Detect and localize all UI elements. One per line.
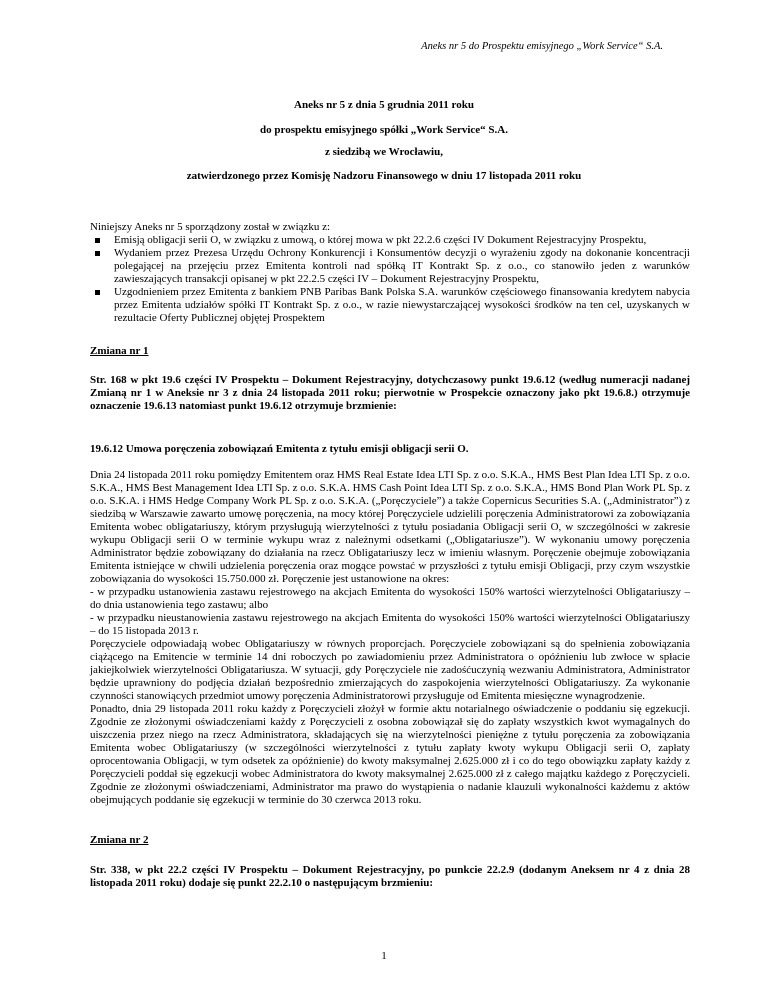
paragraph: Poręczyciele odpowiadają wobec Obligatariuszy w równych proporcjach. Poręczyciele zobowiązani są do spełnienia zobowiązania ciążącego na Emitencie w terminie 14 dni roboczych po zawiadomieniu przez Administratora o opóźnieniu lub zwłoce w spłacie jakiejkolwiek wierzytelności Obligatariusza. W sytuacji, gdy Poręczyciele nie zadośćuczynią wezwaniu Administratora, Administrator będzie uprawniony do podjęcia działań bezpośrednio zmierzających do zaspokojenia wierzytelności Obligatariuszy. Za wykonanie czynności stanowiących przedmiot umowy poręczenia Administratorowi przysługuje od Emitenta miesięczne wynagrodzenie. <box>90 638 690 702</box>
paragraph: Ponadto, dnia 29 listopada 2011 roku każdy z Poręczycieli złożył w formie aktu notarialnego oświadczenie o poddaniu się egzekucji. Zgodnie ze złożonymi oświadczeniami każdy z Poręczycieli z osobna zobowiązał się do zapłaty wszystkich kwot wymagalnych do uiszczenia przez niego na rzecz Administratora, składających się na wierzytelności pieniężne z tytułu poręczenia za zobowiązania Emitenta wobec Obligatariuszy (w szczególności wierzytelności z tytułu zapłaty kwoty wykupu Obligacji serii O, zapłaty oprocentowania Obligacji, w tym odsetek za opóźnienie) do kwoty maksymalnej 2.625.000 zł i co do tego obowiązku zapłaty każdy z Poręczycieli poddał się egzekucji wobec Administratora do kwoty maksymalnej 2.625.000 zł z całego majątku każdego z Poręczycieli. Zgodnie ze złożonymi oświadczeniami, Administrator ma prawo do wystąpienia o nadanie klauzuli wykonalności każdemu z aktów obejmujących poddanie się egzekucji w terminie do 30 czerwca 2013 roku. <box>90 703 690 806</box>
paragraph: Dnia 24 listopada 2011 roku pomiędzy Emitentem oraz HMS Real Estate Idea LTI Sp. z o.o. S.K.A., HMS Best Plan Idea LTI Sp. z o.o. S.K.A., HMS Best Management Idea LTI Sp. z o.o. S.K.A. HMS Cash Point Idea LTI Sp. z o.o. S.K.A., HMS Bond Plan Work PL Sp. z o.o. S.K.A. i HMS Hedge Company Work PL Sp. z o.o. S.K.A. („Poręczyciele”) a także Copernicus Securities S.A. („Administrator”) z siedzibą w Warszawie zawarto umowę poręczenia, na mocy której Poręczyciele udzielili poręczenia Administratorowi za zobowiązania Emitenta wobec obligatariuszy, którym przysługują wierzytelności z tytułu posiadania Obligacji serii O, w szczególności w zakresie wykupu Obligacji serii O w terminie wykupu wraz z należnymi odsetkami („Obligatariusze”). W wykonaniu umowy poręczenia Administrator będzie zobowiązany do działania na rzecz Obligatariuszy lecz w imieniu własnym. Poręczenie obejmuje zobowiązania Emitenta istniejące w chwili udzielenia poręczenia oraz mogące powstać w przyszłości z tytułu emisji Obligacji, przy czym wszystkie zobowiązania do wysokości 15.750.000 zł. Poręczenie jest ustanowione na okres: <box>90 469 690 585</box>
title-line-4: zatwierdzonego przez Komisję Nadzoru Finansowego w dniu 17 listopada 2011 roku <box>186 170 582 182</box>
title-line-1: Aneks nr 5 z dnia 5 grudnia 2011 roku <box>294 99 474 111</box>
change-1-heading: Zmiana nr 1 <box>90 345 149 357</box>
title-line-3: z siedzibą we Wrocławiu, <box>325 146 443 158</box>
list-item: Uzgodnieniem przez Emitenta z bankiem PNB Paribas Bank Polska S.A. warunków częściowego finansowania kredytem nabycia przez Emitenta udziałów spółki IT Kontrakt Sp. z o.o., w razie niewystarczającej wysokości środków na ten cel, uzyskanych w rezultacie Oferty Publicznej objętej Prospektem <box>91 286 690 325</box>
intro-lead: Niniejszy Aneks nr 5 sporządzony został w związku z: <box>90 221 331 233</box>
change-1-body <box>90 469 690 807</box>
running-header: Aneks nr 5 do Prospektu emisyjnego „Work Service“ S.A. <box>421 41 663 52</box>
change-2-intro: Str. 338, w pkt 22.2 części IV Prospektu – Dokument Rejestracyjny, po punkcie 22.2.9 (dodanym Aneksem nr 4 z dnia 28 listopada 2011 roku) dodaje się punkt 22.2.10 o następującym brzmieniu: <box>90 864 690 889</box>
page-number: 1 <box>381 950 387 962</box>
change-2-heading: Zmiana nr 2 <box>90 834 149 846</box>
intro-section <box>90 221 690 325</box>
change-1-subheading: 19.6.12 Umowa poręczenia zobowiązań Emitenta z tytułu emisji obligacji serii O. <box>90 443 469 455</box>
list-item: Wydaniem przez Prezesa Urzędu Ochrony Konkurencji i Konsumentów decyzji o wyrażeniu zgody na dokonanie koncentracji polegającej na przejęciu przez Emitenta kontroli nad spółką IT Kontrakt Sp. z o.o., co stanowiło jeden z warunków zawieszających transakcji opisanej w pkt 22.2.5 części IV – Dokument Rejestracyjny Prospektu, <box>91 247 690 286</box>
list-item: Emisją obligacji serii O, w związku z umową, o której mowa w pkt 22.2.6 części IV Dokument Rejestracyjny Prospektu, <box>91 234 690 247</box>
title-line-2: do prospektu emisyjnego spółki „Work Service“ S.A. <box>260 124 508 136</box>
change-1-intro: Str. 168 w pkt 19.6 części IV Prospektu – Dokument Rejestracyjny, dotychczasowy punkt 19.6.12 (według numeracji nadanej Zmianą nr 1 w Aneksie nr 3 z dnia 24 listopada 2011 roku; pierwotnie w Prospekcie oznaczony jako pkt 19.6.8.) otrzymuje oznaczenie 19.6.13 natomiast punkt 19.6.12 otrzymuje brzmienie: <box>90 374 690 412</box>
paragraph-dash-item: - w przypadku nieustanowienia zastawu rejestrowego na akcjach Emitenta do wysokości 150% wartości wierzytelności Obligatariuszy – do 15 listopada 2013 r. <box>90 612 690 637</box>
paragraph-dash-item: - w przypadku ustanowienia zastawu rejestrowego na akcjach Emitenta do wysokości 150% wartości wierzytelności Obligatariuszy – do dnia ustanowienia tego zastawu; albo <box>90 586 690 611</box>
intro-list <box>91 234 690 325</box>
